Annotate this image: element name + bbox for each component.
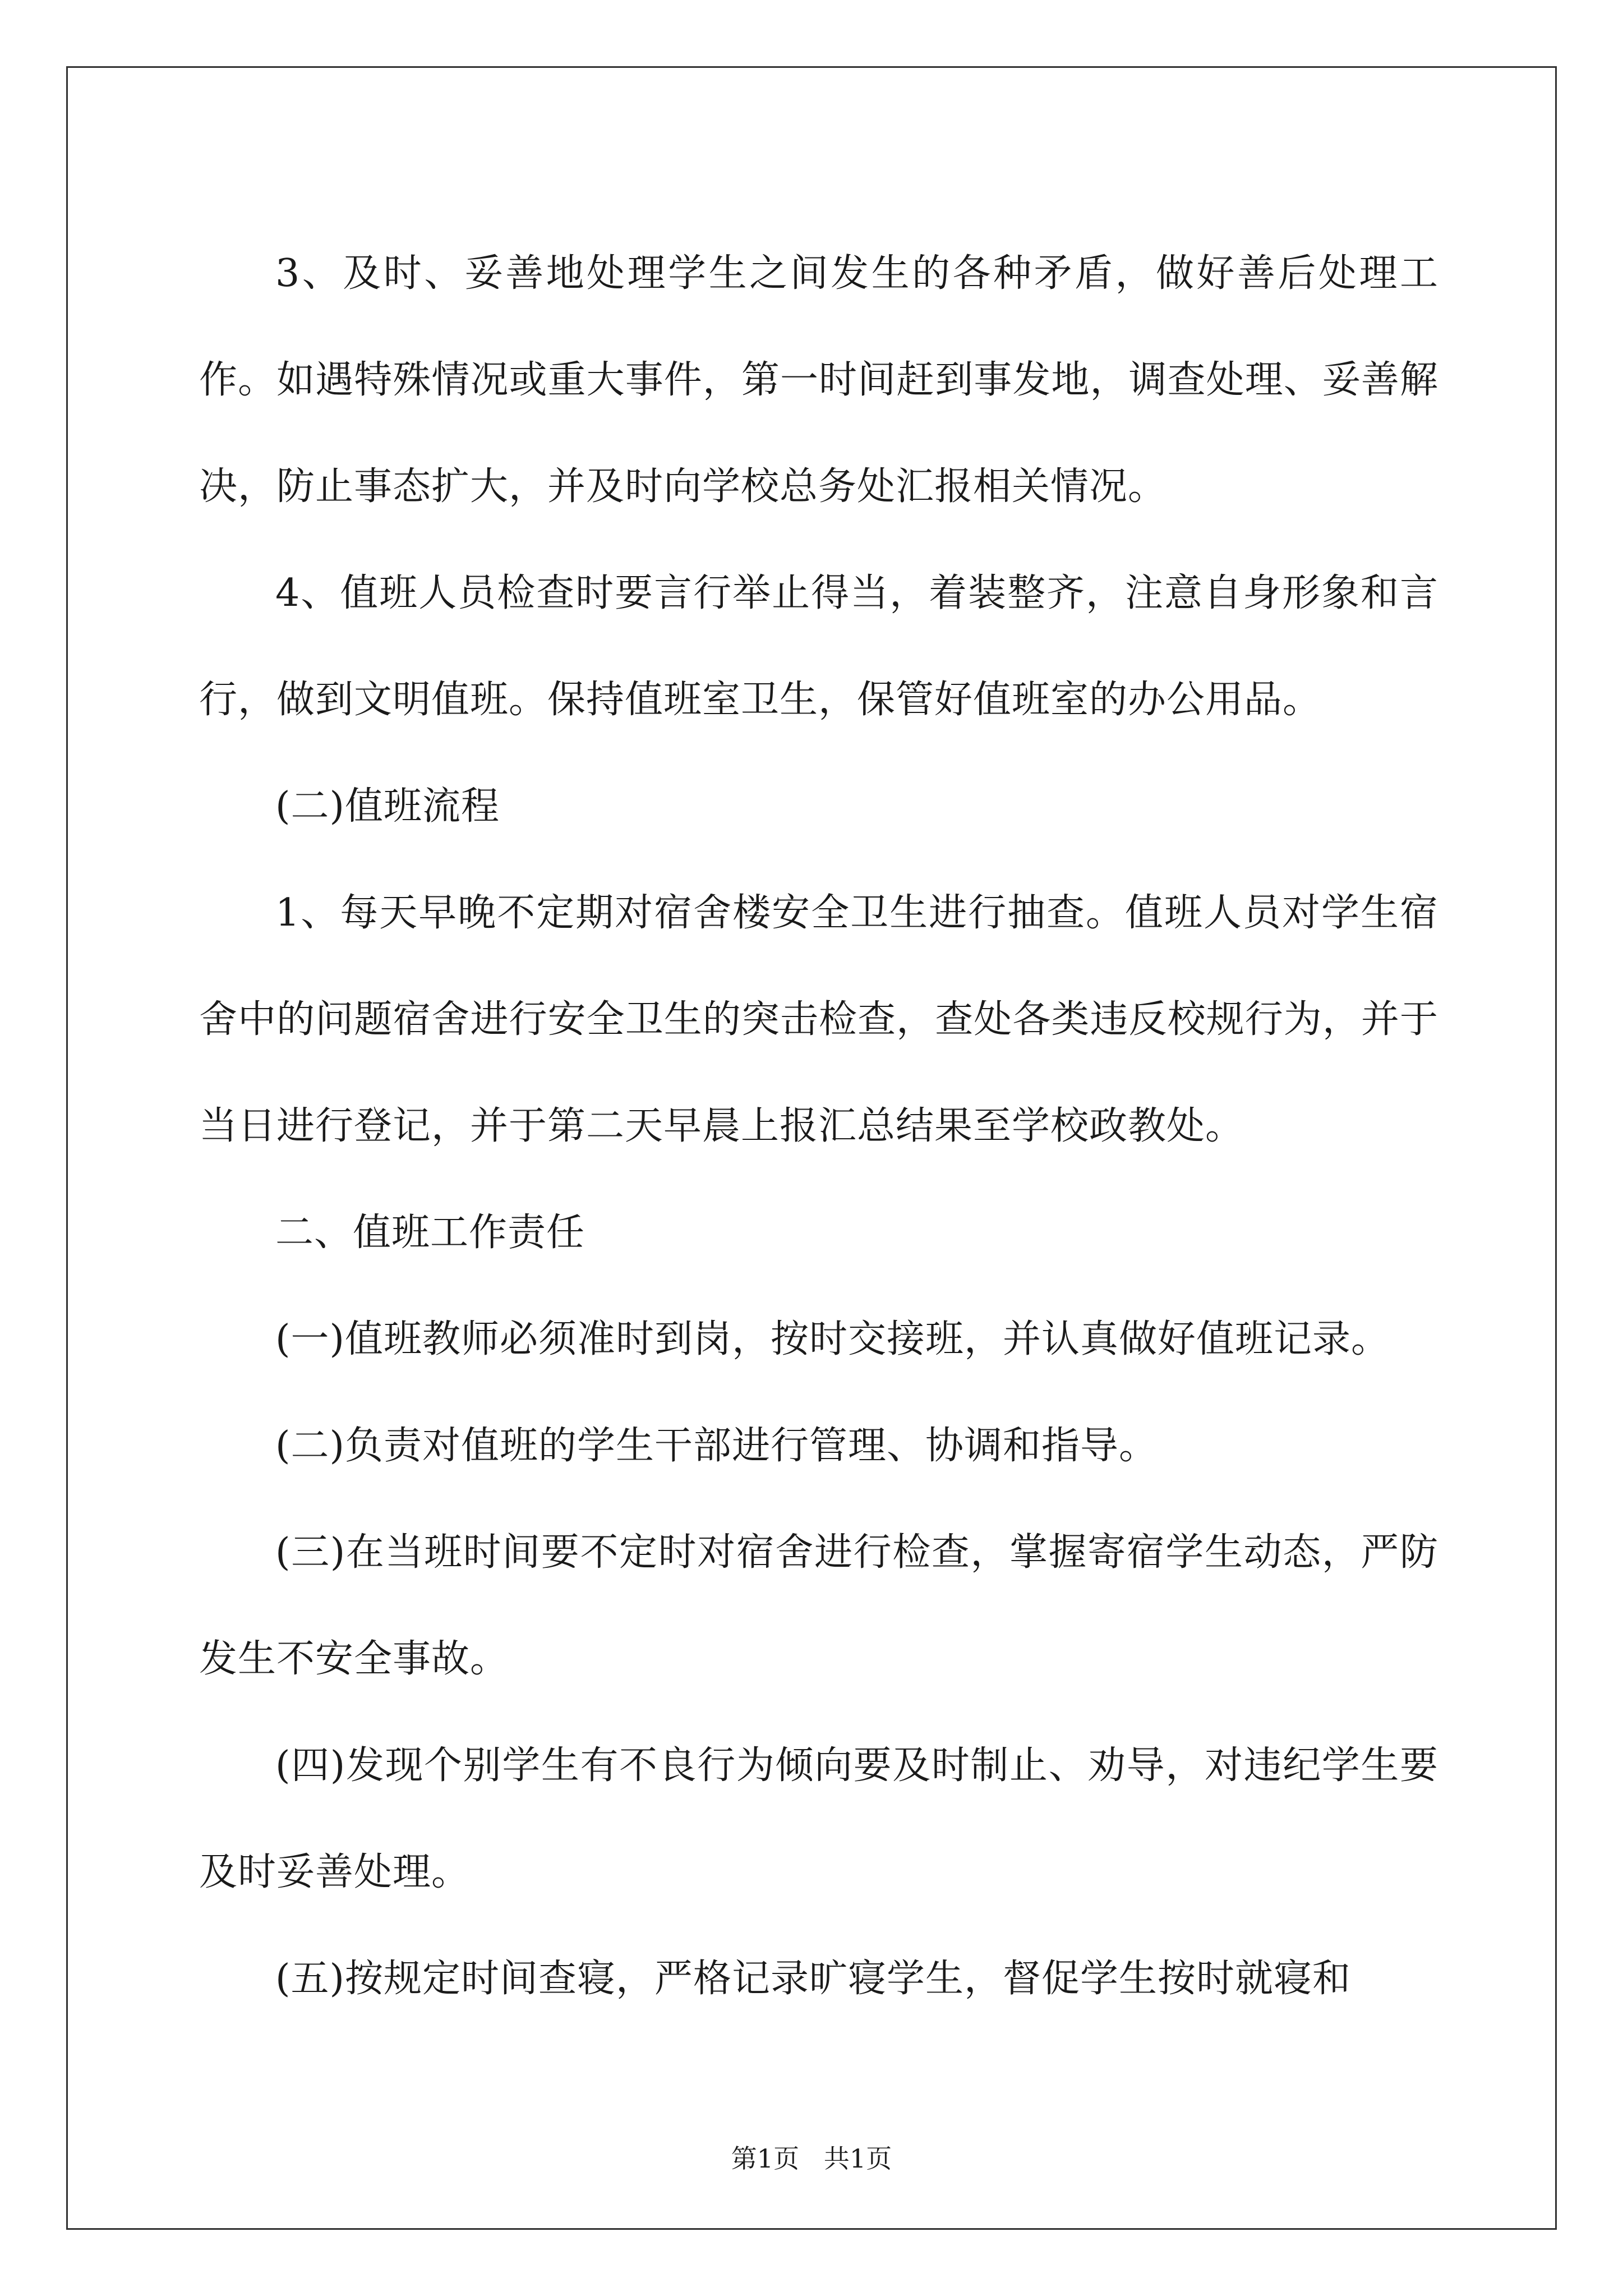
paragraph-responsibility-2: (二)负责对值班的学生干部进行管理、协调和指导。	[275, 1424, 1158, 1468]
document-body	[199, 220, 1438, 2032]
section-heading-duty-responsibility: 二、值班工作责任	[275, 1211, 585, 1255]
section-heading-duty-process: (二)值班流程	[275, 784, 500, 829]
paragraph-process-1: 1、每天早晚不定期对宿舍楼安全卫生进行抽查。值班人员对学生宿舍中的问题宿舍进行安全卫生的突击检查，查处各类违反校规行为，并于当日进行登记，并于第二天早晨上报汇总结果至学校政教处。	[199, 891, 1438, 1148]
paragraph-responsibility-4: (四)发现个别学生有不良行为倾向要及时制止、劝导，对违纪学生要及时妥善处理。	[199, 1743, 1438, 1894]
paragraph-responsibility-1: (一)值班教师必须准时到岗，按时交接班，并认真做好值班记录。	[275, 1317, 1390, 1361]
paragraph-responsibility-5: (五)按规定时间查寝，严格记录旷寝学生，督促学生按时就寝和	[275, 1957, 1352, 2001]
page-number-footer: 第1页 共1页	[731, 2143, 892, 2174]
paragraph-item-4: 4、值班人员检查时要言行举止得当，着装整齐，注意自身形象和言行，做到文明值班。保持值班室卫生，保管好值班室的办公用品。	[199, 571, 1438, 722]
paragraph-item-3: 3、及时、妥善地处理学生之间发生的各种矛盾，做好善后处理工作。如遇特殊情况或重大事件，第一时间赶到事发地，调查处理、妥善解决，防止事态扩大，并及时向学校总务处汇报相关情况。	[199, 251, 1438, 509]
paragraph-responsibility-3: (三)在当班时间要不定时对宿舍进行检查，掌握寄宿学生动态，严防发生不安全事故。	[199, 1530, 1438, 1681]
